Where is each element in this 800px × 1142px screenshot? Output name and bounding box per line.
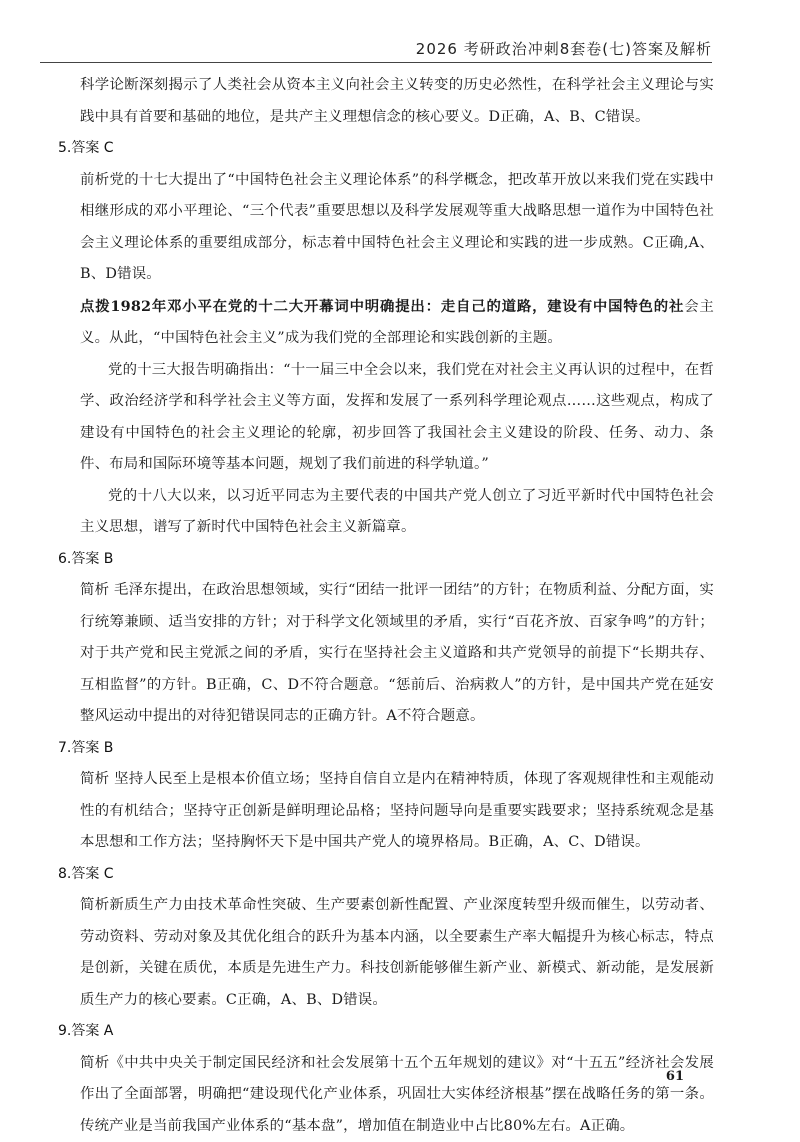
header-rule: [40, 62, 712, 63]
q9-answer-label: 9.答案 A: [58, 1016, 714, 1048]
q5-note-paragraph-3: 党的十八大以来，以习近平同志为主要代表的中国共产党人创立了习近平新时代中国特色社会主义思想，谱写了新时代中国特色社会主义新篇章。: [80, 481, 714, 544]
q7-answer-label: 7.答案 B: [58, 733, 714, 765]
q5-note-paragraph-2: 党的十三大报告明确指出：“十一届三中全会以来，我们党在对社会主义再认识的过程中，在哲学、政治经济学和科学社会主义等方面，发挥和发展了一系列科学理论观点……这些观点，构成了建设有中国特色的社会主义理论的轮廓，初步回答了我国社会主义建设的阶段、任务、动力、条件、布局和国际环境等基本问题，规划了我们前进的科学轨道。”: [80, 355, 714, 481]
q5-analysis: 前析党的十七大提出了“中国特色社会主义理论体系”的科学概念，把改革开放以来我们党在实践中相继形成的邓小平理论、“三个代表”重要思想以及科学发展观等重大战略思想一道作为中国特色社会主义理论体系的重要组成部分，标志着中国特色社会主义理论和实践的进一步成熟。C正确,A、B、D错误。: [80, 165, 714, 291]
page-number: 61: [666, 1069, 684, 1084]
q6-analysis: 简析 毛泽东提出，在政治思想领域，实行“团结一批评一团结”的方针；在物质利益、分配方面，实行统筹兼顾、适当安排的方针；对于科学文化领域里的矛盾，实行“百花齐放、百家争鸣”的方针；对于共产党和民主党派之间的矛盾，实行在坚持社会主义道路和共产党领导的前提下“长期共存、互相监督”的方针。B正确，C、D不符合题意。“惩前后、治病救人”的方针，是中国共产党在延安整风运动中提出的对待犯错误同志的正确方针。A不符合题意。: [80, 575, 714, 733]
q7-analysis: 简析 坚持人民至上是根本价值立场；坚持自信自立是内在精神特质，体现了客观规律性和主观能动性的有机结合；坚持守正创新是鲜明理论品格；坚持问题导向是重要实践要求；坚持系统观念是基本思想和工作方法；坚持胸怀天下是中国共产党人的境界格局。B正确，A、C、D错误。: [80, 764, 714, 859]
q5-answer-label: 5.答案 C: [58, 133, 714, 165]
q4-analysis-continuation: 科学论断深刻揭示了人类社会从资本主义向社会主义转变的历史必然性，在科学社会主义理论与实践中具有首要和基础的地位，是共产主义理想信念的核心要义。D正确，A、B、C错误。: [80, 70, 714, 133]
q8-analysis: 简析新质生产力由技术革命性突破、生产要素创新性配置、产业深度转型升级而催生，以劳动者、劳动资料、劳动对象及其优化组合的跃升为基本内涵，以全要素生产率大幅提升为核心标志，特点是创新，关键在质优，本质是先进生产力。科技创新能够催生新产业、新模式、新动能，是发展新质生产力的核心要素。C正确，A、B、D错误。: [80, 890, 714, 1016]
q9-analysis: 简析《中共中央关于制定国民经济和社会发展第十五个五年规划的建议》对“十五五”经济社会发展作出了全面部署，明确把“建设现代化产业体系，巩固壮大实体经济根基”摆在战略任务的第一条。传统产业是当前我国产业体系的“基本盘”，增加值在制造业中占比80%左右。A正确。: [80, 1048, 714, 1142]
q6-answer-label: 6.答案 B: [58, 544, 714, 576]
header-title: 2026 考研政治冲刺8套卷(七)答案及解析: [416, 38, 712, 59]
q5-note: [80, 291, 714, 355]
answer-content: [80, 70, 714, 1142]
q8-answer-label: 8.答案 C: [58, 859, 714, 891]
q5-note-rest: 会主义。从此，“中国特色社会主义”成为我们党的全部理论和实践创新的主题。: [80, 299, 714, 347]
q5-note-bold: 点拨1982年邓小平在党的十二大开幕词中明确提出：走自己的道路，建设有中国特色的社: [80, 298, 684, 315]
page-header: [40, 38, 712, 64]
